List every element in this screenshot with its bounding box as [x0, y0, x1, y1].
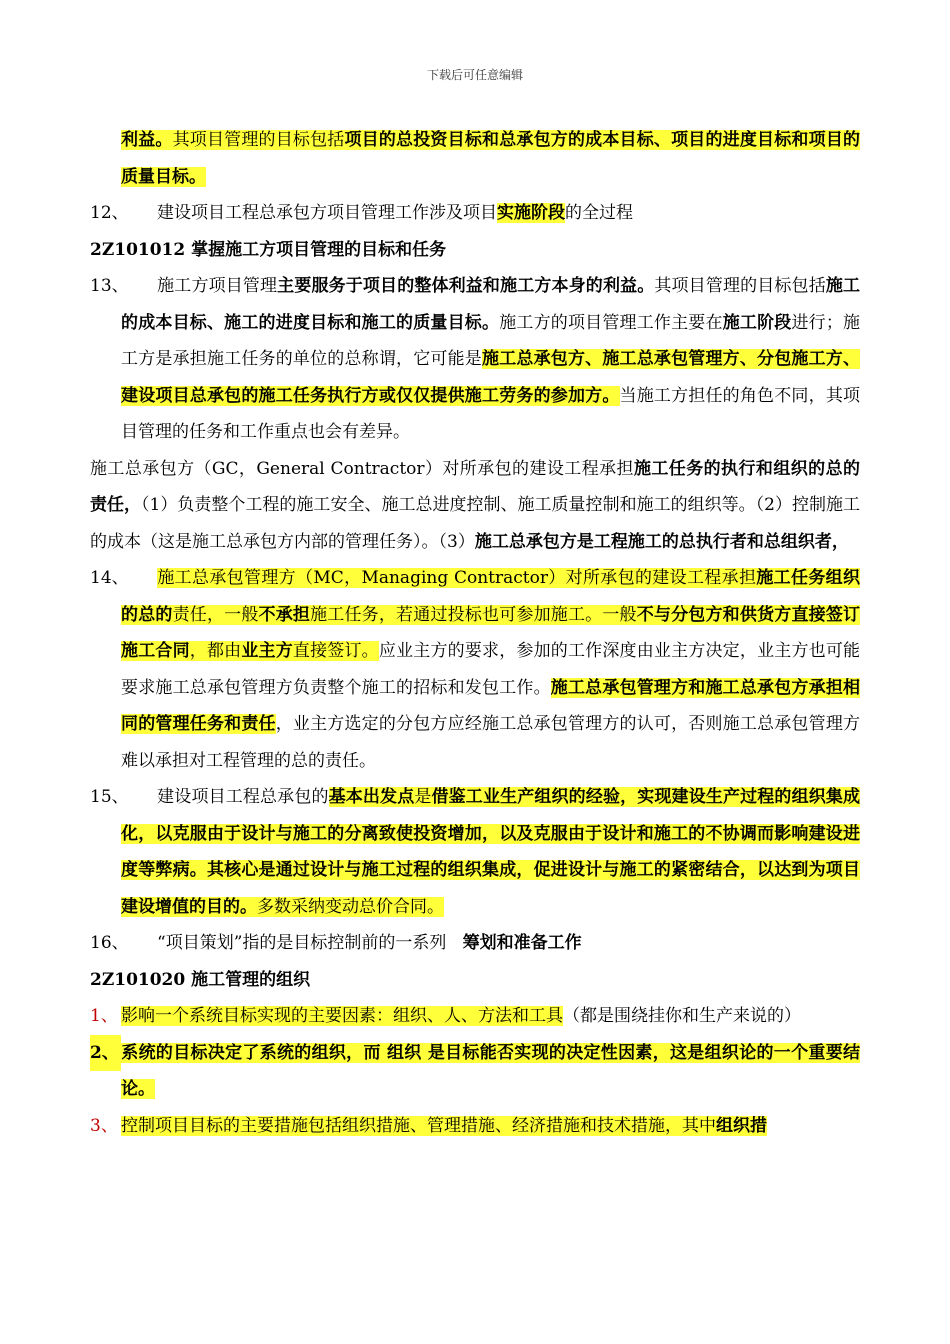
- text: 的全过程: [565, 203, 633, 223]
- text-highlight: 其项目管理的目标包括: [172, 130, 345, 150]
- paragraph-q3: [90, 1108, 860, 1145]
- section-heading-2z101012: 2Z101012 掌握施工方项目管理的目标和任务: [90, 239, 447, 260]
- item-number: 2、: [90, 1035, 121, 1072]
- text-bold: 施工任务的执行和组织的总的责任，: [90, 458, 860, 515]
- text-bold-highlight: 不与分包方和供货方直接签订施工合同: [121, 604, 861, 661]
- text-bold-highlight: 基本出发点: [328, 787, 415, 807]
- text-bold-highlight: 施工总承包方、施工总承包管理方、分包施工方、建设项目总承包的施工任务执行方或仅仅提供施工劳务的参加方。: [121, 349, 860, 406]
- item-number: 12、: [90, 203, 129, 223]
- text-bold: 筹划和准备工作: [462, 933, 582, 953]
- text-bold: 施工的成本目标、施工的进度目标和施工的质量目标。: [121, 276, 861, 333]
- page-header: 下载后可任意编辑: [426, 68, 523, 82]
- item-number: 15、: [90, 787, 129, 807]
- item-number: 1、: [90, 1006, 118, 1026]
- text: （1）负责整个工程的施工安全、施工总进度控制、施工质量控制和施工的组织等。（2）控制施工的成本（这是施工总承包方内部的管理任务）。（3）: [90, 495, 860, 552]
- text-bold-highlight: 项目的总投资目标和总承包方的成本目标、项目的进度目标和项目的质量目标。: [121, 130, 861, 187]
- text-bold-highlight: 施工任务组织的总的: [121, 568, 861, 625]
- text: 建设项目工程总承包的: [157, 787, 329, 807]
- text-bold-highlight: 借鉴工业生产组织的经验，实现建设生产过程的组织集成化，以克服由于设计与施工的分离致使投资增加，以及克服由于设计和施工的不协调而影响建设进度等弊病。其核心是通过设计与施工过程的组织集成，促进设计与施工的紧密结合，以达到为项目建设增值的目的。: [121, 787, 861, 917]
- item-number: 13、: [90, 276, 129, 296]
- text-bold-highlight: 施工总承包管理方和施工总承包方承担相同的管理任务和责任: [121, 677, 861, 734]
- paragraph-11-cont: [90, 122, 860, 195]
- text: ，业主方选定的分包方应经施工总承包管理方的认可，否则施工总承包管理方难以承担对工程管理的总的责任。: [121, 714, 861, 771]
- text-bold-highlight: 利益。: [121, 130, 173, 150]
- text-highlight: 直接签订。: [292, 641, 379, 661]
- paragraph-14: [90, 560, 860, 779]
- text-bold-highlight: 组织措: [716, 1115, 767, 1136]
- paragraph-q1: [90, 998, 860, 1035]
- text: 施工方的项目管理工作主要在: [499, 312, 723, 333]
- text: 施工方项目管理: [157, 276, 278, 296]
- text: “项目策划”指的是目标控制前的一系列: [157, 933, 447, 953]
- text-highlight: 多数采纳变动总价合同。: [257, 896, 444, 917]
- item-number: 16、: [90, 933, 129, 953]
- text-bold: 施工总承包方是工程施工的总执行者和总组织者，: [474, 531, 849, 552]
- text: 当施工方担任的角色不同，其项目管理的任务和工作重点也会有差异。: [121, 385, 861, 442]
- item-number: 14、: [90, 568, 129, 588]
- text: 应业主方的要求，参加的工作深度由业主方决定，业主方也可能要求施工总承包管理方负责整个施工的招标和发包工作。: [121, 641, 861, 698]
- text-highlight: 影响一个系统目标实现的主要因素：组织、人、方法和工具: [121, 1006, 563, 1026]
- text-bold-highlight: 不承担: [258, 604, 311, 625]
- text-highlight: 施工任务，若通过投标也可参加施工。一般: [310, 604, 637, 625]
- item-number: 3、: [90, 1115, 118, 1136]
- text-bold: 施工阶段: [722, 312, 792, 333]
- text-bold-highlight: 业主方: [241, 641, 293, 661]
- text-bold: 主要服务于项目的整体利益和施工方本身的利益。: [277, 276, 655, 296]
- text-highlight: 是: [414, 787, 432, 807]
- paragraph-12: [90, 195, 860, 232]
- text-highlight: 施工总承包管理方（MC，Managing Contractor）对所承包的建设工程承担: [157, 568, 757, 588]
- paragraph-15: [90, 779, 860, 925]
- text-highlight: ，都由: [189, 641, 242, 661]
- paragraph-gc: [90, 451, 860, 561]
- text: 进行；施工方是承担施工任务的单位的总称谓，它可能是: [121, 312, 861, 369]
- section-heading-2z101020: 2Z101020 施工管理的组织: [90, 969, 311, 990]
- text-highlight: 责任，一般: [172, 604, 259, 625]
- document-body: [90, 122, 860, 1144]
- text: 施工总承包方（GC，General Contractor）对所承包的建设工程承担: [90, 458, 634, 479]
- paragraph-16: [90, 925, 860, 962]
- text-bold-highlight: 实施阶段: [497, 203, 565, 223]
- text: （都是围绕挂你和生产来说的）: [563, 1006, 801, 1026]
- text-bold-highlight: 系统的目标决定了系统的组织，而 组织 是目标能否实现的决定性因素，这是组织论的一个重要结论。: [121, 1042, 860, 1099]
- paragraph-13: [90, 268, 860, 451]
- paragraph-q2: [90, 1035, 860, 1108]
- text-highlight: 控制项目目标的主要措施包括组织措施、管理措施、经济措施和技术措施，其中: [121, 1115, 716, 1136]
- text: 建设项目工程总承包方项目管理工作涉及项目: [157, 203, 497, 223]
- text: 其项目管理的目标包括: [654, 276, 826, 296]
